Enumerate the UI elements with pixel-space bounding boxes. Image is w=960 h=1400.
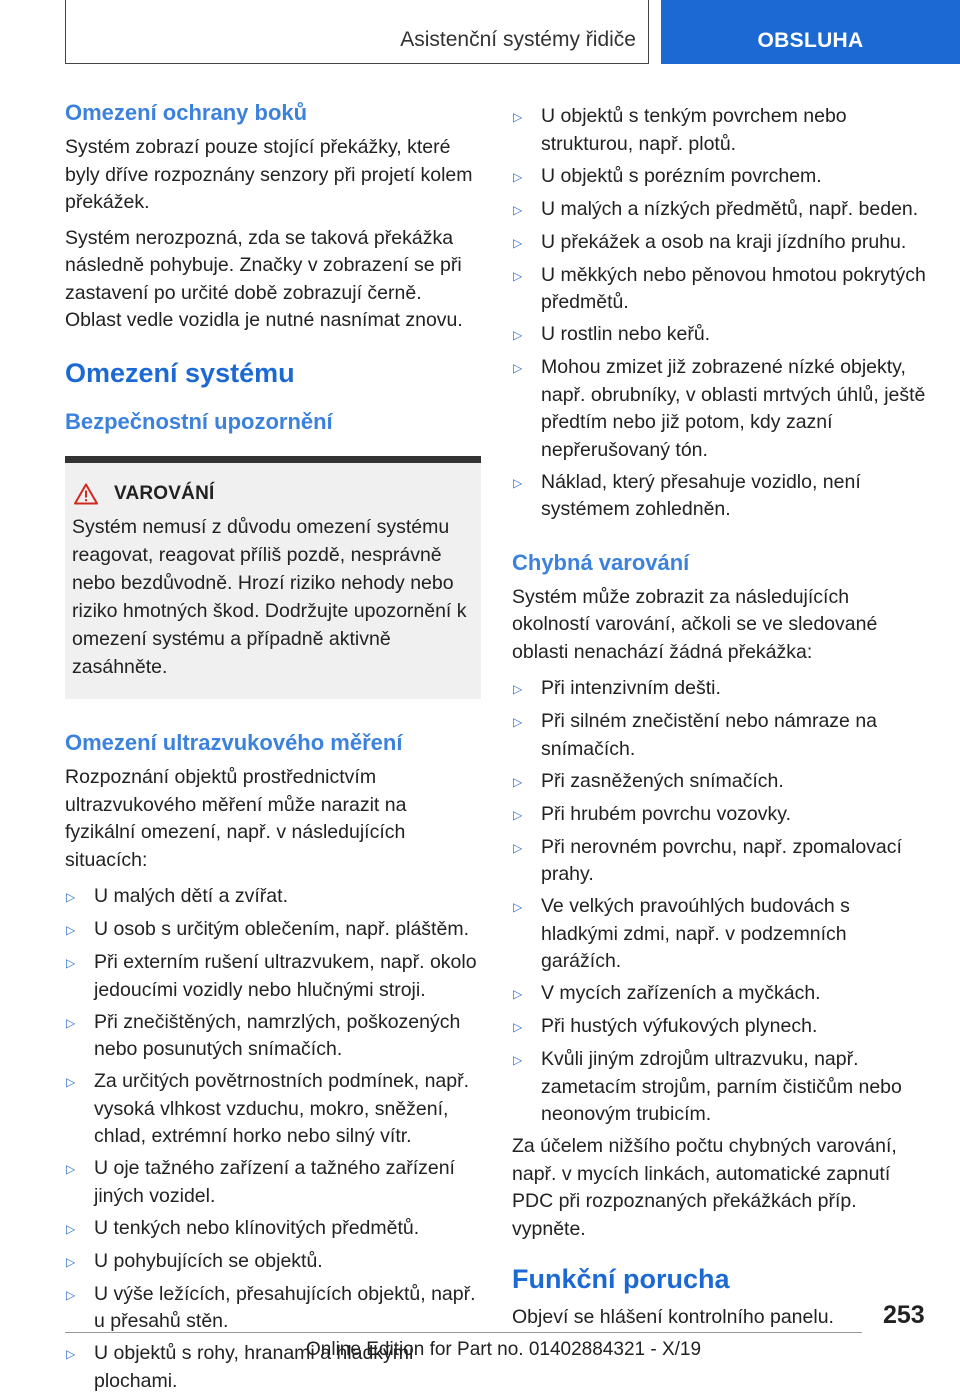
triangle-right-icon: ▷ <box>513 774 523 789</box>
list-item: ▷ Při zasněžených snímačích. <box>512 768 932 797</box>
triangle-right-icon: ▷ <box>513 475 523 490</box>
triangle-right-icon: ▷ <box>513 110 523 124</box>
list-item: ▷ Při externím rušení ultrazvukem, např. okolo jedoucími vozidly nebo hlučnými stroji. <box>65 949 481 1004</box>
triangle-right-icon: ▷ <box>66 1162 76 1177</box>
list-item: ▷ Při nerovném povrchu, např. zpomalovací prahy. <box>512 834 932 889</box>
triangle-right-icon: ▷ <box>513 807 523 822</box>
safety-notes-heading: Bezpečnostní upozornění <box>65 409 333 435</box>
left-column <box>65 100 481 1400</box>
triangle-right-icon: ▷ <box>513 1020 523 1035</box>
list-item: ▷ Kvůli jiným zdrojům ultrazvuku, např. zametacím strojům, parním čističům nebo neonovým trubicím. <box>512 1046 932 1129</box>
list-item: ▷ Při znečištěných, namrzlých, poškozených nebo posunutých snímačích. <box>65 1009 481 1064</box>
side-protection-para-2: Systém nerozpozná, zda se taková překážka následně pohybuje. Značky v zobrazení se při zastavení po určité době zobrazují černě. Oblast vedle vozidla je nutné nasnímat znovu. <box>65 226 463 332</box>
warning-label: VAROVÁNÍ <box>114 482 215 504</box>
chapter-tab-label: OBSLUHA <box>757 29 864 52</box>
false-warnings-tip: Za účelem nižšího počtu chybných varování, např. v mycích linkách, automatické zapnutí PDC při rozpoznaných překážkách příp. vypněte. <box>512 1135 897 1240</box>
list-item: ▷ U objektů s porézním povrchem. <box>512 163 932 192</box>
list-item: ▷ Ve velkých pravoúhlých budovách s hladkými zdmi, např. v podzemních garážích. <box>512 893 932 976</box>
list-item: ▷ U měkkých nebo pěnovou hmotou pokrytých předmětů. <box>512 262 932 317</box>
list-item: ▷ U překážek a osob na kraji jízdního pruhu. <box>512 229 932 258</box>
list-item: ▷ U rostlin nebo keřů. <box>512 321 932 350</box>
list-item: ▷ U malých dětí a zvířat. <box>65 883 481 912</box>
triangle-right-icon: ▷ <box>513 900 523 915</box>
ultrasonic-situations-list-continued <box>512 103 932 524</box>
triangle-right-icon: ▷ <box>513 169 523 184</box>
triangle-right-icon: ▷ <box>513 202 523 217</box>
list-item: ▷ U oje tažného zařízení a tažného zařízení jiných vozidel. <box>65 1155 481 1210</box>
warning-text: Systém nemusí z důvodu omezení systému reagovat, reagovat příliš pozdě, nesprávně nebo bezdůvodně. Hrozí riziko nehody nebo riziko hmotných škod. Dodržujte upozornění k omezení systému a případně aktivně zasáhněte. <box>72 515 467 678</box>
triangle-right-icon: ▷ <box>66 1075 76 1090</box>
side-protection-heading: Omezení ochrany boků <box>65 100 308 125</box>
triangle-right-icon: ▷ <box>513 235 523 250</box>
triangle-right-icon: ▷ <box>513 1053 523 1068</box>
triangle-right-icon: ▷ <box>513 987 523 1002</box>
list-item: ▷ U osob s určitým oblečením, např. pláštěm. <box>65 916 481 945</box>
triangle-right-icon: ▷ <box>513 715 523 730</box>
list-item: ▷ Mohou zmizet již zobrazené nízké objekty, např. obrubníky, v oblasti mrtvých úhlů, ještě předtím nebo již potom, kdy zazní nepřerušovaný tón. <box>512 354 932 464</box>
triangle-right-icon: ▷ <box>66 1347 76 1362</box>
list-item: ▷ U výše ležících, přesahujících objektů, např. u přesahů stěn. <box>65 1281 481 1336</box>
list-item: ▷ U objektů s rohy, hranami a hladkými plochami. <box>65 1340 481 1395</box>
false-warnings-intro: Systém může zobrazit za následujících okolností varování, ačkoli se ve sledované oblasti nenachází žádná překážka: <box>512 585 878 663</box>
false-warnings-heading: Chybná varování <box>512 549 690 575</box>
list-item: ▷ Při hrubém povrchu vozovky. <box>512 801 932 830</box>
list-item: ▷ U pohybujících se objektů. <box>65 1248 481 1277</box>
footer-divider <box>65 1332 862 1333</box>
right-column <box>512 103 932 1331</box>
list-item: ▷ Při intenzivním dešti. <box>512 675 932 704</box>
list-item: ▷ Náklad, který přesahuje vozidlo, není systémem zohledněn. <box>512 469 932 524</box>
section-title: Asistenční systémy řidiče <box>400 28 636 51</box>
header-frame <box>65 0 649 64</box>
ultrasonic-limits-heading: Omezení ultrazvukového měření <box>65 729 403 755</box>
chapter-tab <box>661 0 960 64</box>
triangle-right-icon: ▷ <box>513 361 523 375</box>
false-warnings-list <box>512 675 932 1129</box>
warning-box <box>65 456 481 699</box>
triangle-right-icon: ▷ <box>66 1287 76 1302</box>
triangle-right-icon: ▷ <box>66 1254 76 1269</box>
list-item: ▷ U malých a nízkých předmětů, např. beden. <box>512 196 932 225</box>
list-item: ▷ Za určitých povětrnostních podmínek, např. vysoká vlhkost vzduchu, mokro, sněžení, chlad, extrémní horko nebo silný vítr. <box>65 1068 481 1151</box>
list-item: ▷ V mycích zařízeních a myčkách. <box>512 980 932 1009</box>
side-protection-para-1: Systém zobrazí pouze stojící překážky, které byly dříve rozpoznány senzory při projetí kolem překážek. <box>65 136 473 214</box>
triangle-right-icon: ▷ <box>66 923 76 938</box>
triangle-right-icon: ▷ <box>513 840 523 855</box>
malfunction-text: Objeví se hlášení kontrolního panelu. <box>512 1305 834 1328</box>
triangle-right-icon: ▷ <box>66 1221 76 1236</box>
triangle-right-icon: ▷ <box>513 328 523 342</box>
warning-header <box>72 483 475 505</box>
ultrasonic-intro: Rozpoznání objektů prostřednictvím ultrazvukového měření může narazit na fyzikální omezení, např. v následujících situacích: <box>65 766 407 871</box>
triangle-right-icon: ▷ <box>513 268 523 283</box>
system-limits-heading: Omezení systému <box>65 357 295 388</box>
list-item: ▷ U tenkých nebo klínovitých předmětů. <box>65 1215 481 1244</box>
malfunction-heading: Funkční porucha <box>512 1264 730 1295</box>
triangle-right-icon: ▷ <box>66 1015 76 1030</box>
warning-triangle-icon <box>74 483 98 505</box>
triangle-right-icon: ▷ <box>66 890 76 905</box>
triangle-right-icon: ▷ <box>66 956 76 971</box>
list-item: ▷ Při silném znečistění nebo námraze na snímačích. <box>512 708 932 763</box>
list-item: ▷ U objektů s tenkým povrchem nebo strukturou, např. plotů. <box>512 103 932 158</box>
ultrasonic-situations-list <box>65 883 481 1395</box>
edition-text: Online Edition for Part no. 01402884321 - X/19 <box>306 1339 702 1360</box>
page-number: 253 <box>883 1301 925 1329</box>
list-item: ▷ Při hustých výfukových plynech. <box>512 1013 932 1042</box>
triangle-right-icon: ▷ <box>513 682 523 697</box>
